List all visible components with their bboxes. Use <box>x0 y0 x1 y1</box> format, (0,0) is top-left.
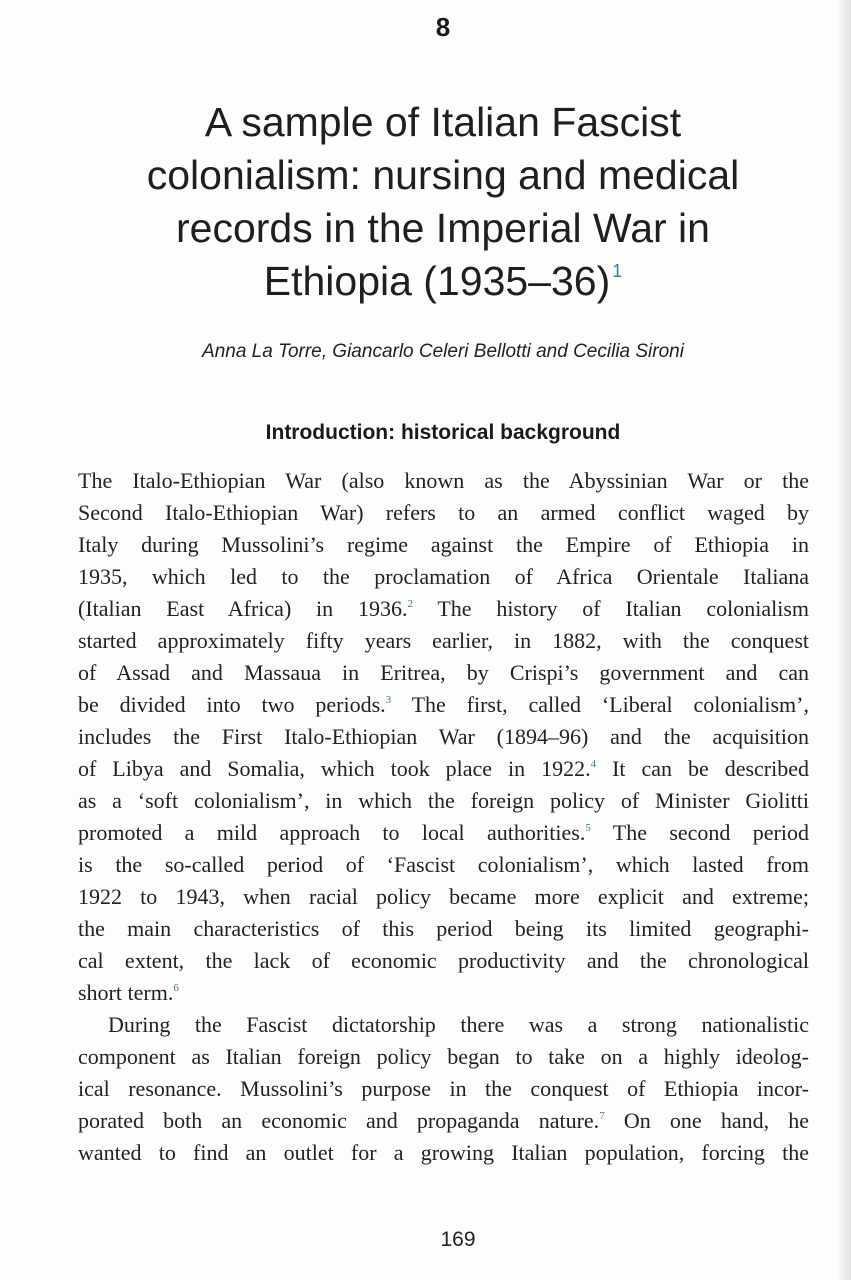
text-segment: The second period <box>590 820 809 845</box>
text-segment: porated both an economic and propaganda nature. <box>78 1108 600 1133</box>
chapter-number: 8 <box>435 12 451 42</box>
text-segment: The history of Italian colonialism <box>412 596 809 621</box>
footnote-marker[interactable]: 5 <box>585 822 591 834</box>
footnote-marker[interactable]: 6 <box>173 982 179 994</box>
text-segment: On one hand, he <box>604 1108 810 1133</box>
text-line: wanted to find an outlet for a growing Italian population, forcing the <box>78 1140 809 1165</box>
page-edge-shadow <box>837 0 851 1280</box>
text-segment: It can be described <box>596 756 810 781</box>
footnote-marker[interactable]: 3 <box>385 694 392 706</box>
text-segment: promoted a mild approach to local authorities. <box>78 820 586 845</box>
text-line: includes the First Italo-Ethiopian War (1894–96) and the acquisition <box>78 724 809 749</box>
text-line: the main characteristics of this period being its limited geographi- <box>78 916 809 941</box>
text-segment: be divided into two periods. <box>78 692 386 717</box>
paragraph-1 <box>78 465 809 1009</box>
text-line: During the Fascist dictatorship there was a strong nationalistic <box>108 1012 809 1037</box>
text-line <box>78 593 809 625</box>
page-number: 169 <box>440 1228 476 1251</box>
text-line: is the so-called period of ‘Fascist colonialism’, which lasted from <box>78 852 809 877</box>
chapter-title-line-last <box>100 255 786 308</box>
footnote-marker[interactable]: 7 <box>599 1110 605 1122</box>
text-line <box>78 977 809 1009</box>
text-segment: of Libya and Somalia, which took place in 1922. <box>78 756 591 781</box>
chapter-title-line: colonialism: nursing and medical <box>146 152 740 198</box>
text-line: Second Italo-Ethiopian War) refers to an armed conflict waged by <box>78 500 809 525</box>
text-line: 1922 to 1943, when racial policy became more explicit and extreme; <box>78 884 809 909</box>
text-line: component as Italian foreign policy began to take on a highly ideolog- <box>78 1044 809 1069</box>
text-line <box>78 753 809 785</box>
chapter-authors: Anna La Torre, Giancarlo Celeri Bellotti and Cecilia Sironi <box>202 341 684 362</box>
title-footnote-marker[interactable]: 1 <box>612 261 623 281</box>
section-heading: Introduction: historical background <box>265 421 621 444</box>
footnote-marker[interactable]: 2 <box>407 598 413 610</box>
chapter-title <box>100 96 786 308</box>
footnote-marker[interactable]: 4 <box>590 758 597 770</box>
chapter-title-line-text: Ethiopia (1935–36) <box>263 258 611 304</box>
chapter-title-line: records in the Imperial War in <box>176 205 710 251</box>
text-line: started approximately fifty years earlier, in 1882, with the conquest <box>78 628 809 653</box>
text-line <box>78 1105 809 1137</box>
text-line: ical resonance. Mussolini’s purpose in the conquest of Ethiopia incor- <box>78 1076 809 1101</box>
text-line: of Assad and Massaua in Eritrea, by Crispi’s government and can <box>78 660 809 685</box>
text-line: The Italo-Ethiopian War (also known as the Abyssinian War or the <box>78 468 809 493</box>
text-segment: The first, called ‘Liberal colonialism’, <box>391 692 809 717</box>
body-text <box>78 465 809 1169</box>
text-segment: short term. <box>78 980 174 1005</box>
text-line: Italy during Mussolini’s regime against the Empire of Ethiopia in <box>78 532 809 557</box>
text-line <box>78 817 809 849</box>
text-segment: (Italian East Africa) in 1936. <box>78 596 408 621</box>
text-line: cal extent, the lack of economic productivity and the chronological <box>78 948 809 973</box>
text-line <box>78 689 809 721</box>
text-line: as a ‘soft colonialism’, in which the foreign policy of Minister Giolitti <box>78 788 809 813</box>
chapter-title-line: A sample of Italian Fascist <box>204 99 682 145</box>
text-line: 1935, which led to the proclamation of Africa Orientale Italiana <box>78 564 809 589</box>
paragraph-2 <box>78 1009 809 1169</box>
